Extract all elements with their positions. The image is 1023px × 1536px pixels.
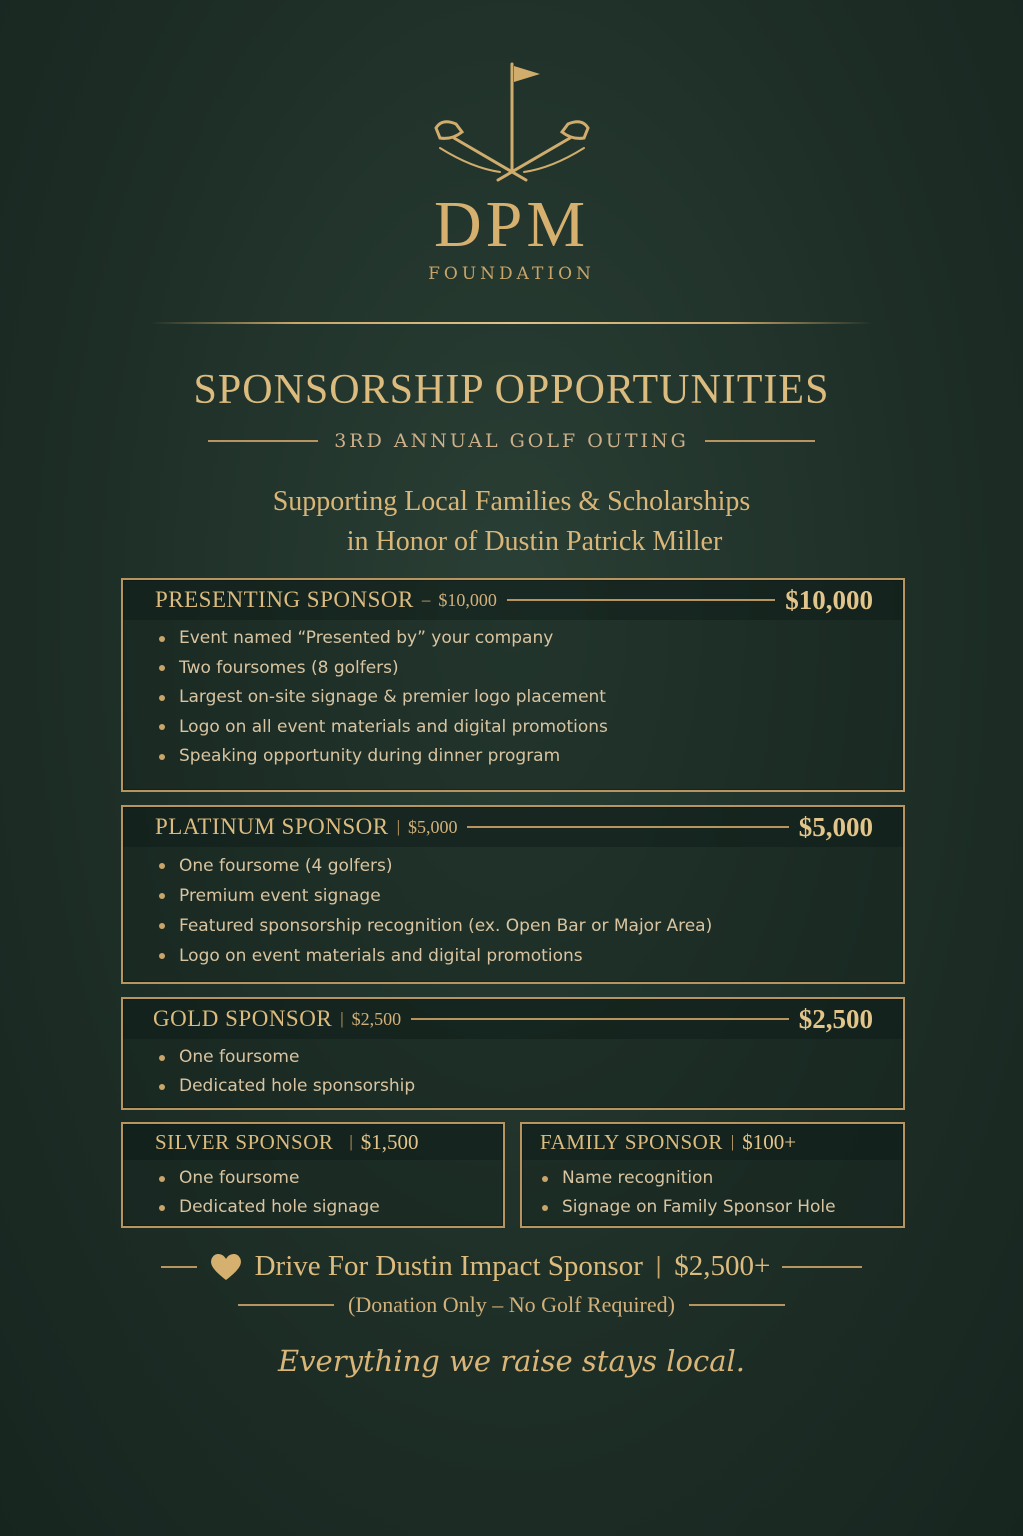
platinum-sponsor-card xyxy=(121,805,905,984)
donation-rule-right xyxy=(689,1304,785,1306)
family-sponsor-card xyxy=(520,1122,905,1228)
benefit-item: Premium event signage xyxy=(157,881,903,911)
silver-sponsor-header xyxy=(123,1124,503,1160)
benefit-item: One foursome xyxy=(157,1043,903,1072)
tier-rule xyxy=(411,1018,789,1020)
family-sponsor-header xyxy=(522,1124,903,1160)
tier-name: GOLD SPONSOR xyxy=(153,1006,333,1031)
tier-price: $5,000 xyxy=(798,811,873,842)
event-subtitle xyxy=(0,430,1023,452)
benefit-item: Two foursomes (8 golfers) xyxy=(157,654,903,684)
benefit-item: Logo on all event materials and digital promotions xyxy=(157,713,903,743)
tier-price: $1,500 xyxy=(360,1129,419,1154)
impact-sponsor-price: $2,500+ xyxy=(674,1250,771,1282)
tier-price: $100+ xyxy=(742,1129,797,1154)
benefit-item: Signage on Family Sponsor Hole xyxy=(540,1193,903,1222)
benefit-list xyxy=(123,1039,903,1101)
tagline-line-1: Supporting Local Families & Scholarships xyxy=(272,486,751,517)
benefit-item: One foursome (4 golfers) xyxy=(157,851,903,881)
foundation-logo xyxy=(0,60,1023,284)
benefit-item: Speaking opportunity during dinner program xyxy=(157,742,903,772)
tier-amount: $10,000 xyxy=(438,589,497,610)
tier-amount: $5,000 xyxy=(407,816,458,837)
subtitle-rule-right xyxy=(705,440,815,442)
silver-sponsor-card xyxy=(121,1122,505,1228)
tier-name: SILVER SPONSOR xyxy=(155,1129,334,1154)
benefit-list xyxy=(123,620,903,772)
closing-slogan: Everything we raise stays local. xyxy=(278,1344,745,1378)
impact-sponsor-name: Drive For Dustin Impact Sponsor xyxy=(254,1250,643,1282)
benefit-item: Name recognition xyxy=(540,1164,903,1193)
header-divider xyxy=(150,322,873,324)
platinum-sponsor-header xyxy=(123,807,903,847)
tier-amount: $2,500 xyxy=(351,1008,402,1029)
tier-rule xyxy=(507,599,775,601)
benefit-item: Dedicated hole sponsorship xyxy=(157,1072,903,1101)
golf-flag-clubs-icon xyxy=(422,60,602,186)
tier-separator: | xyxy=(349,1132,353,1151)
tagline xyxy=(0,482,1023,562)
impact-separator: | xyxy=(654,1254,663,1279)
benefit-item: Logo on event materials and digital promotions xyxy=(157,941,903,971)
impact-rule-left xyxy=(161,1266,197,1268)
impact-sponsor xyxy=(0,1250,1023,1283)
benefit-item: Featured sponsorship recognition (ex. Open Bar or Major Area) xyxy=(157,911,903,941)
tier-price: $2,500 xyxy=(798,1003,873,1034)
donation-note xyxy=(0,1292,1023,1318)
tier-rule xyxy=(467,826,788,828)
benefit-list xyxy=(123,847,903,971)
gold-sponsor-header xyxy=(123,999,903,1039)
benefit-list xyxy=(522,1160,903,1222)
tier-name: PRESENTING SPONSOR xyxy=(155,587,414,612)
benefit-list xyxy=(123,1160,503,1222)
event-subtitle-text: 3RD ANNUAL GOLF OUTING xyxy=(334,430,689,452)
tier-separator: | xyxy=(730,1132,735,1151)
presenting-sponsor-card xyxy=(121,578,905,792)
gold-sponsor-card xyxy=(121,997,905,1110)
tier-separator: – xyxy=(421,590,431,609)
logo-wordmark: DPM xyxy=(433,188,590,261)
presenting-sponsor-header xyxy=(123,580,903,620)
tier-separator: | xyxy=(340,1009,344,1028)
tier-name: PLATINUM SPONSOR xyxy=(155,814,389,839)
subtitle-rule-left xyxy=(208,440,318,442)
tier-price: $10,000 xyxy=(785,584,873,615)
tier-separator: | xyxy=(396,817,400,836)
impact-rule-right xyxy=(782,1266,862,1268)
tier-name: FAMILY SPONSOR xyxy=(540,1129,723,1154)
page-title: SPONSORSHIP OPPORTUNITIES xyxy=(193,367,830,413)
benefit-item: Dedicated hole signage xyxy=(157,1193,503,1222)
benefit-item: Event named “Presented by” your company xyxy=(157,624,903,654)
benefit-item: One foursome xyxy=(157,1164,503,1193)
heart-icon xyxy=(209,1252,243,1282)
tagline-line-2: in Honor of Dustin Patrick Miller xyxy=(346,526,723,557)
benefit-item: Largest on-site signage & premier logo placement xyxy=(157,683,903,713)
logo-subtitle: FOUNDATION xyxy=(428,264,595,284)
donation-note-text: (Donation Only – No Golf Required) xyxy=(348,1292,675,1317)
donation-rule-left xyxy=(238,1304,334,1306)
